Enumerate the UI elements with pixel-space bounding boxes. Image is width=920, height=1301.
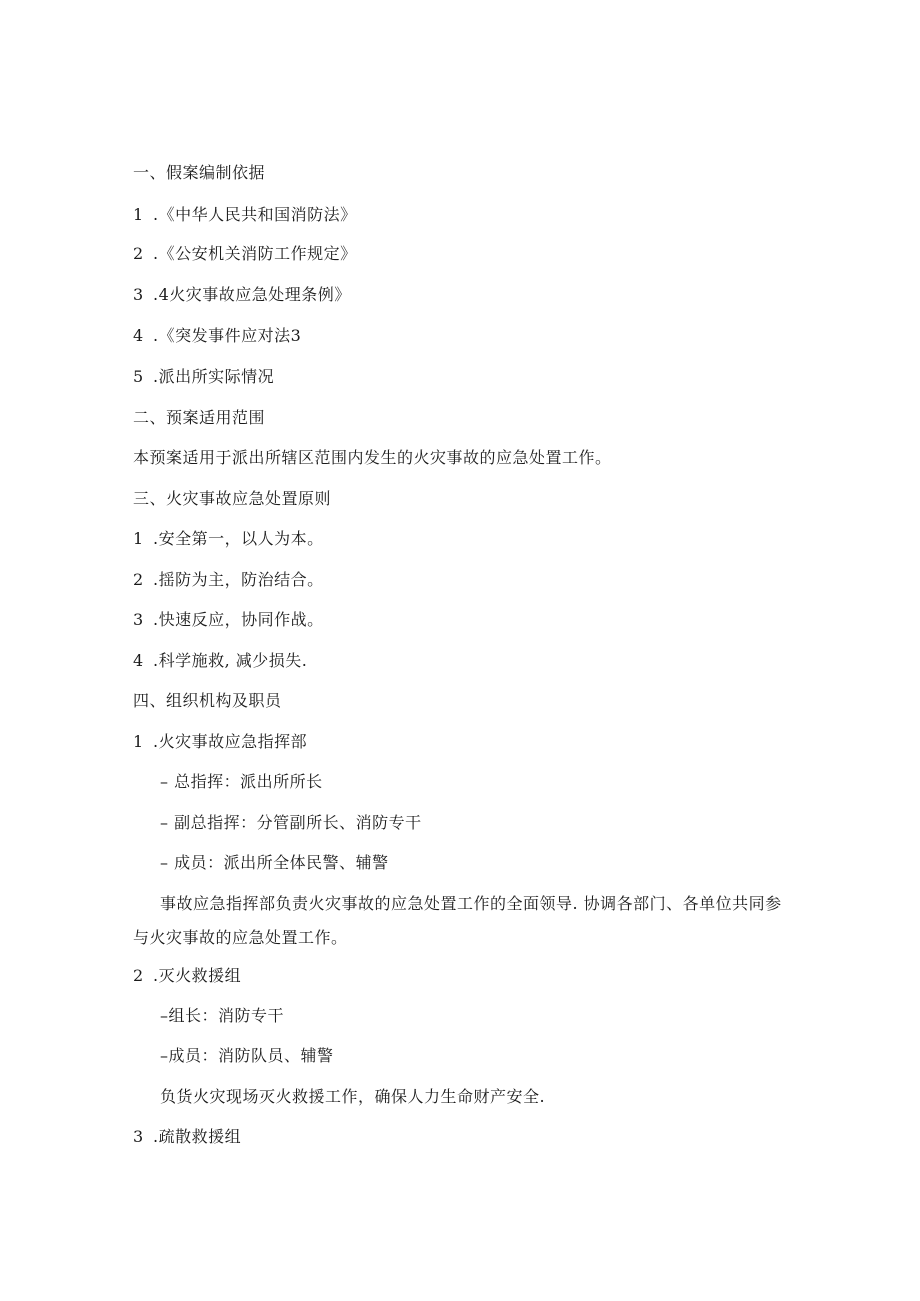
role-line: – 总指挥：派出所所长: [160, 772, 323, 791]
role-line: –组长：消防专干: [160, 1006, 285, 1025]
section-2-body: 本预案适用于派出所辖区范围内发生的火灾事故的应急处置工作。: [133, 448, 612, 467]
list-item: [133, 366, 274, 388]
item-number: 4: [133, 326, 144, 345]
item-number: 3: [133, 610, 144, 629]
item-text: .疏散救援组: [153, 1127, 242, 1146]
item-number: 1: [133, 732, 144, 751]
section-1-heading: 一、假案编制依据: [133, 163, 266, 182]
group-description: 负货火灾现场灭火救援工作，确保人力生命财产安全.: [160, 1087, 546, 1106]
list-item: [133, 528, 324, 550]
item-number: 2: [133, 966, 144, 985]
item-number: 3: [133, 1127, 144, 1146]
section-4-heading: 四、组织机构及职员: [133, 691, 282, 710]
list-item: [133, 284, 351, 306]
list-item: [133, 243, 357, 265]
item-number: 2: [133, 570, 144, 589]
item-text: .揺防为主，防治结合。: [153, 570, 324, 589]
role-line: – 副总指挥：分管副所长、消防专干: [160, 813, 422, 832]
item-text: .《突发事件应对法3: [153, 326, 302, 345]
item-number: 4: [133, 651, 144, 670]
group-description: 事故应急指挥部负责火灾事故的应急处置工作的全面领导. 协调各部门、各单位共同参与火灾事故的应急处置工作。: [133, 894, 782, 947]
item-number: 5: [133, 367, 144, 386]
item-text: .4火灾事故应急处理条例》: [153, 285, 351, 304]
item-text: .安全第一，以人为本。: [153, 529, 324, 548]
item-text: .《公安机关消防工作规定》: [153, 244, 357, 263]
item-text: .《中华人民共和国消防法》: [153, 205, 357, 224]
item-number: 1: [133, 205, 144, 224]
item-text: .火灾事故应急指挥部: [153, 732, 308, 751]
item-text: .快速反应，协同作战。: [153, 610, 324, 629]
group-title: [133, 1126, 241, 1148]
list-item: [133, 569, 324, 591]
role-line: –成员：消防队员、辅警: [160, 1046, 334, 1065]
item-number: 3: [133, 285, 144, 304]
item-text: .科学施救, 减少损失.: [153, 651, 308, 670]
group-title: [133, 731, 307, 753]
list-item: [133, 325, 301, 347]
section-3-heading: 三、火灾事故应急处置原则: [133, 489, 332, 508]
group-title: [133, 965, 241, 987]
list-item: [133, 204, 357, 226]
list-item: [133, 609, 324, 631]
item-text: .派出所实际情况: [153, 367, 275, 386]
item-number: 2: [133, 244, 144, 263]
item-number: 1: [133, 529, 144, 548]
list-item: [133, 650, 307, 672]
section-2-heading: 二、预案适用范围: [133, 408, 266, 427]
role-line: – 成员：派出所全体民警、辅警: [160, 853, 389, 872]
item-text: .灭火救援组: [153, 966, 242, 985]
